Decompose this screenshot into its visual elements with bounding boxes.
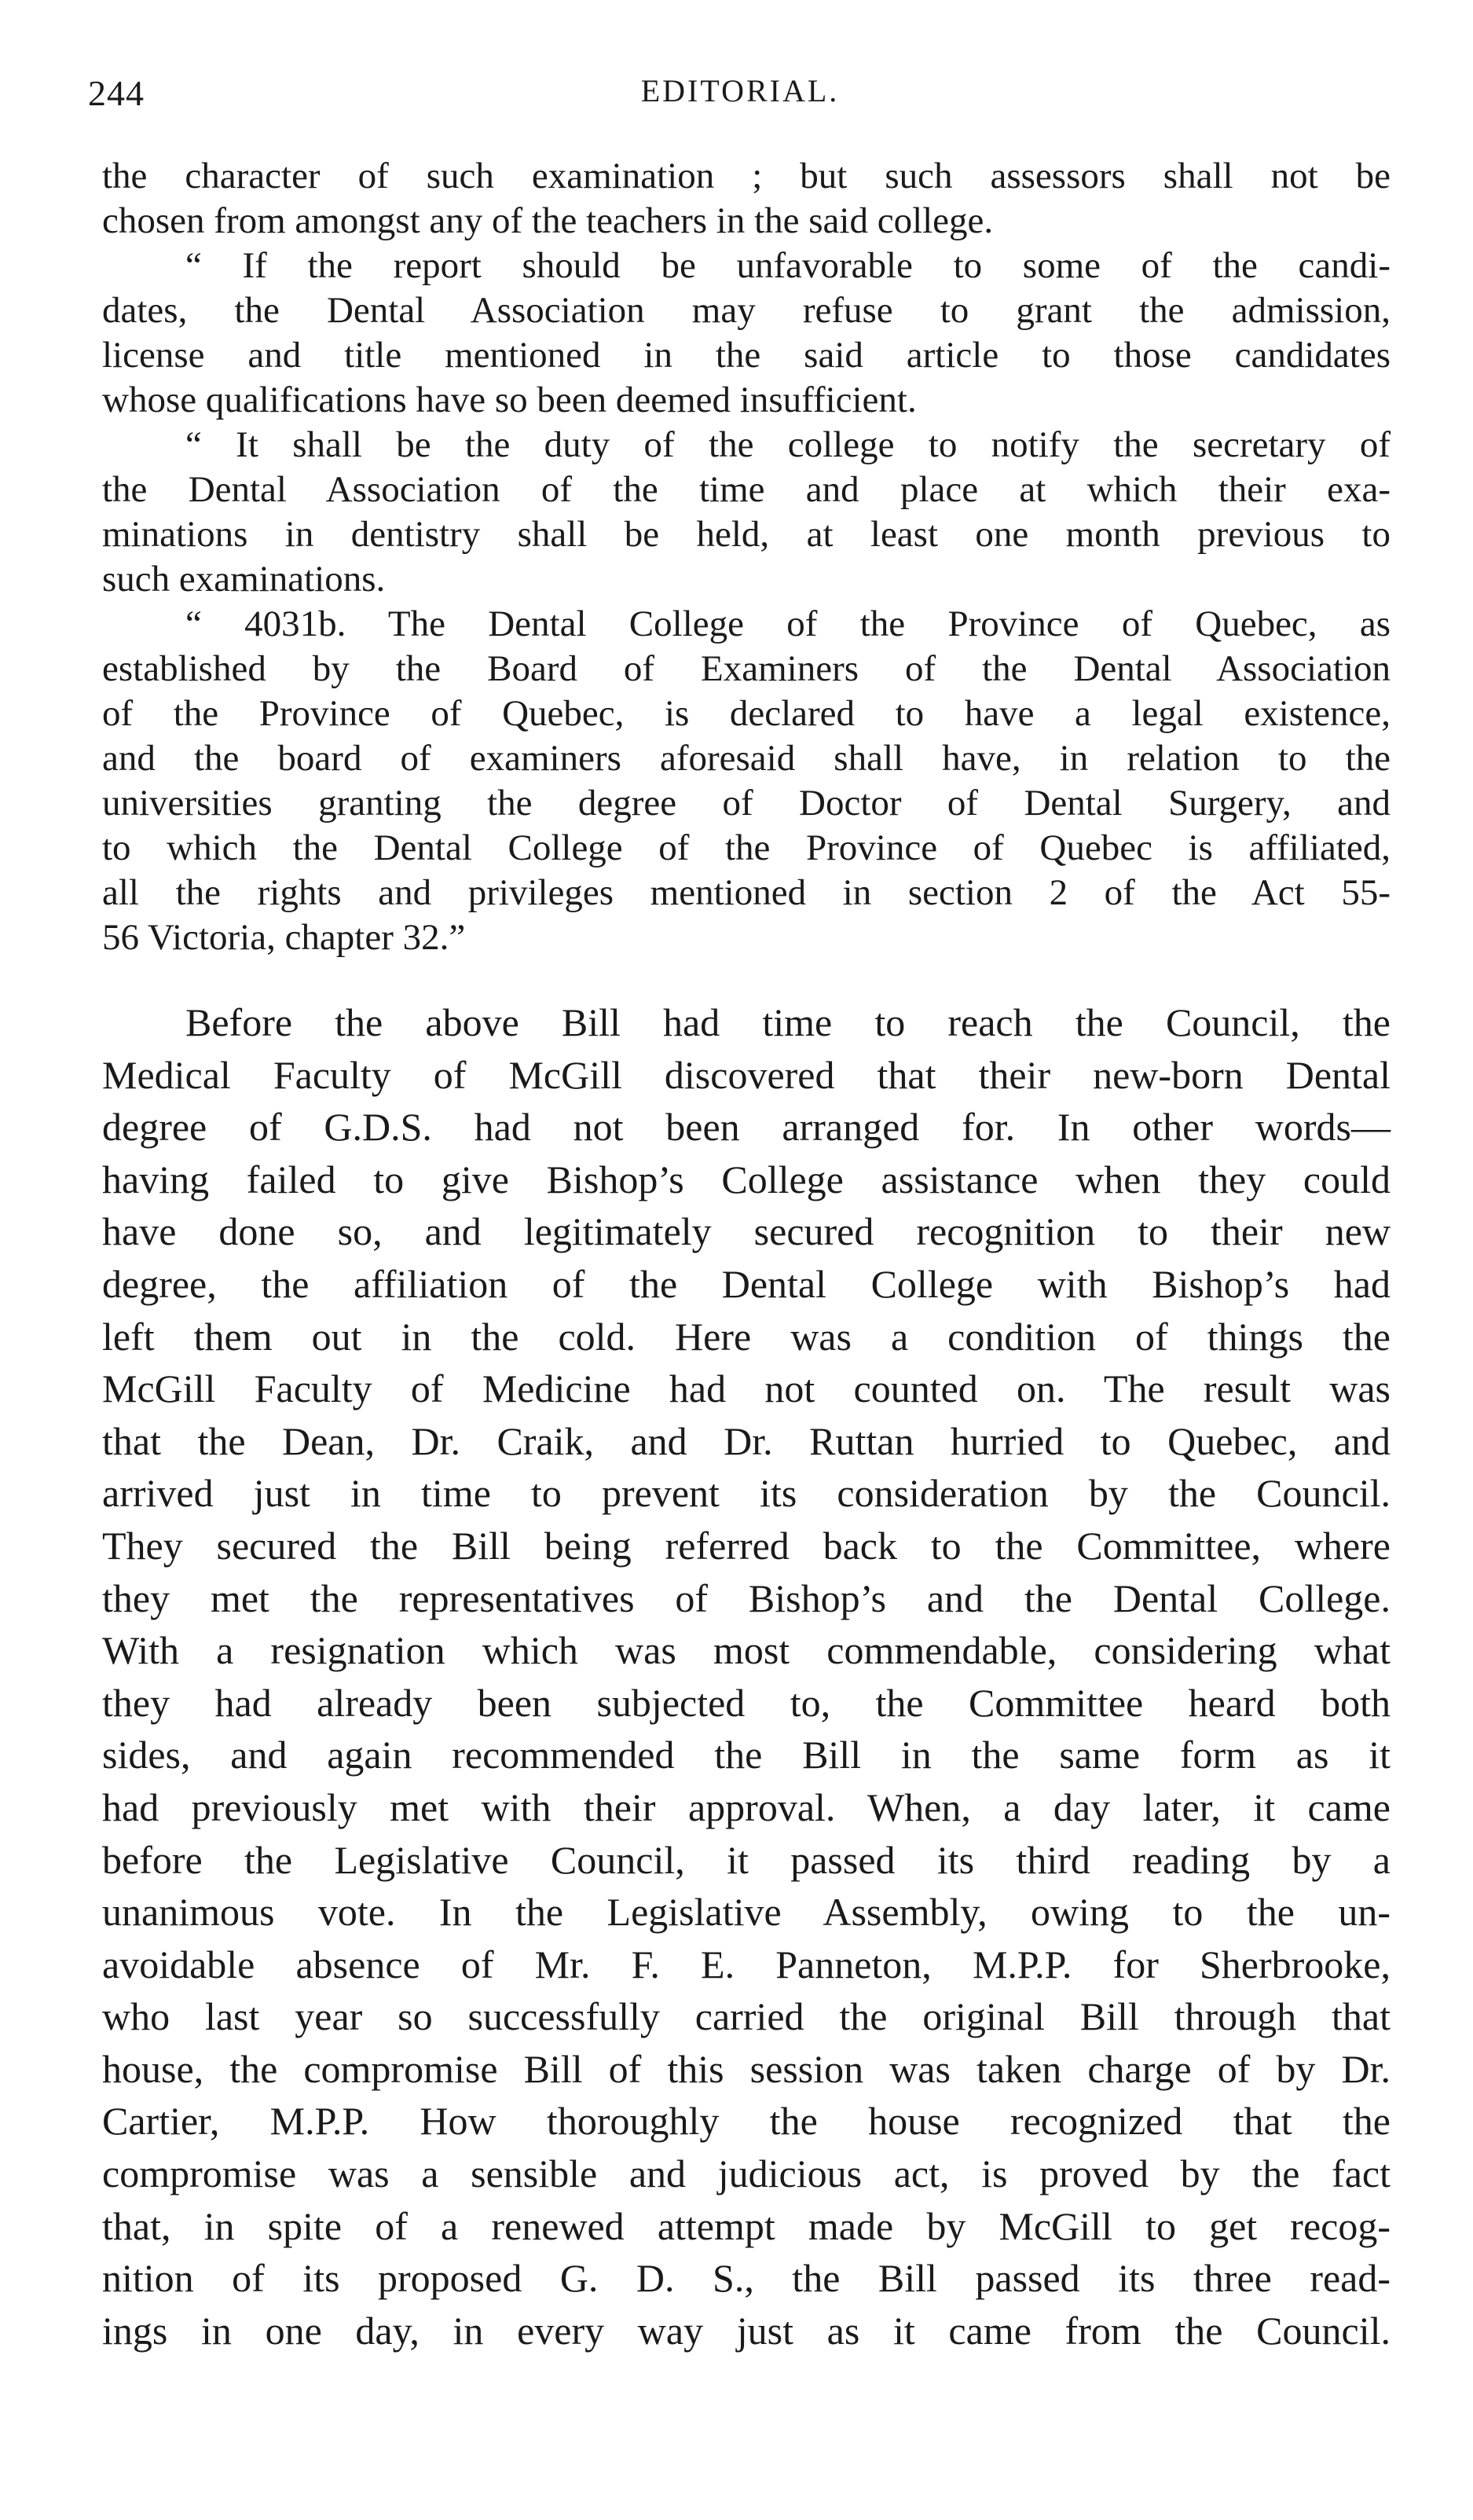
text-line: they met the representatives of Bishop’s and the Dental College. [102,1575,1391,1620]
text-line: they had already been subjected to, the Committee heard both [102,1680,1391,1725]
text-line: chosen from amongst any of the teachers in the said college. [102,200,994,241]
editorial-paragraph [102,996,1391,2357]
running-head [88,72,1392,119]
text-line: degree of G.D.S. had not been arranged for. In other words— [102,1105,1391,1150]
text-line: that, in spite of a renewed attempt made by McGill to get recog- [102,2203,1391,2248]
running-title: EDITORIAL. [640,73,840,108]
text-line: “ 4031b. The Dental College of the Province of Quebec, as [185,603,1391,644]
text-line: to which the Dental College of the Province of Quebec is affiliated, [102,827,1391,868]
text-line: minations in dentistry shall be held, at least one month previous to [102,514,1391,555]
text-line: that the Dean, Dr. Craik, and Dr. Ruttan hurried to Quebec, and [102,1418,1391,1463]
text-line: Cartier, M.P.P. How thoroughly the house recognized that the [102,2099,1391,2144]
text-line: ings in one day, in every way just as it came from the Council. [102,2308,1391,2353]
text-line: sides, and again recommended the Bill in the same form as it [102,1733,1391,1777]
page-number: 244 [88,73,145,113]
text-line: avoidable absence of Mr. F. E. Panneton, M.P.P. for Sherbrooke, [102,1942,1391,1986]
text-line: arrived just in time to prevent its consideration by the Council. [102,1471,1391,1516]
text-line: Before the above Bill had time to reach the Council, the [185,1000,1391,1044]
text-line: McGill Faculty of Medicine had not counted on. The result was [102,1366,1391,1411]
text-line: established by the Board of Examiners of the Dental Association [102,648,1391,689]
text-line: With a resignation which was most commendable, considering what [102,1628,1391,1673]
text-line: of the Province of Quebec, is declared to have a legal existence, [102,693,1391,734]
text-line: before the Legislative Council, it passed its third reading by a [102,1837,1391,1882]
text-line: all the rights and privileges mentioned in section 2 of the Act 55- [102,872,1391,913]
text-line: nition of its proposed G. D. S., the Bill passed its three read- [102,2256,1391,2301]
text-line: the character of such examination ; but such assessors shall not be [102,156,1391,196]
text-line: universities granting the degree of Doctor of Dental Surgery, and [102,783,1391,823]
text-line: have done so, and legitimately secured recognition to their new [102,1209,1391,1254]
quoted-bill-text [102,154,1391,960]
text-line: unanimous vote. In the Legislative Assembly, owing to the un- [102,1890,1391,1935]
text-line: “ It shall be the duty of the college to notify the secretary of [185,424,1391,465]
text-line: 56 Victoria, chapter 32.” [102,917,466,958]
text-line: dates, the Dental Association may refuse to grant the admission, [102,290,1391,331]
text-line: whose qualifications have so been deemed insufficient. [102,380,917,420]
text-line: such examinations. [102,559,386,600]
text-line: degree, the affiliation of the Dental College with Bishop’s had [102,1261,1391,1306]
text-line: the Dental Association of the time and place at which their exa- [102,469,1391,510]
text-line: license and title mentioned in the said article to those candidates [102,335,1391,376]
text-line: who last year so successfully carried the original Bill through that [102,1994,1391,2039]
text-line: having failed to give Bishop’s College assistance when they could [102,1157,1391,1201]
text-line: “ If the report should be unfavorable to some of the candi- [185,245,1391,286]
text-line: Medical Faculty of McGill discovered that their new-born Dental [102,1052,1391,1097]
text-line: and the board of examiners aforesaid shall have, in relation to the [102,738,1391,779]
text-line: had previously met with their approval. When, a day later, it came [102,1785,1391,1829]
text-line: They secured the Bill being referred back to the Committee, where [102,1523,1391,1568]
text-line: left them out in the cold. Here was a condition of things the [102,1314,1391,1359]
text-line: house, the compromise Bill of this session was taken charge of by Dr. [102,2046,1391,2091]
text-line: compromise was a sensible and judicious act, is proved by the fact [102,2151,1391,2196]
